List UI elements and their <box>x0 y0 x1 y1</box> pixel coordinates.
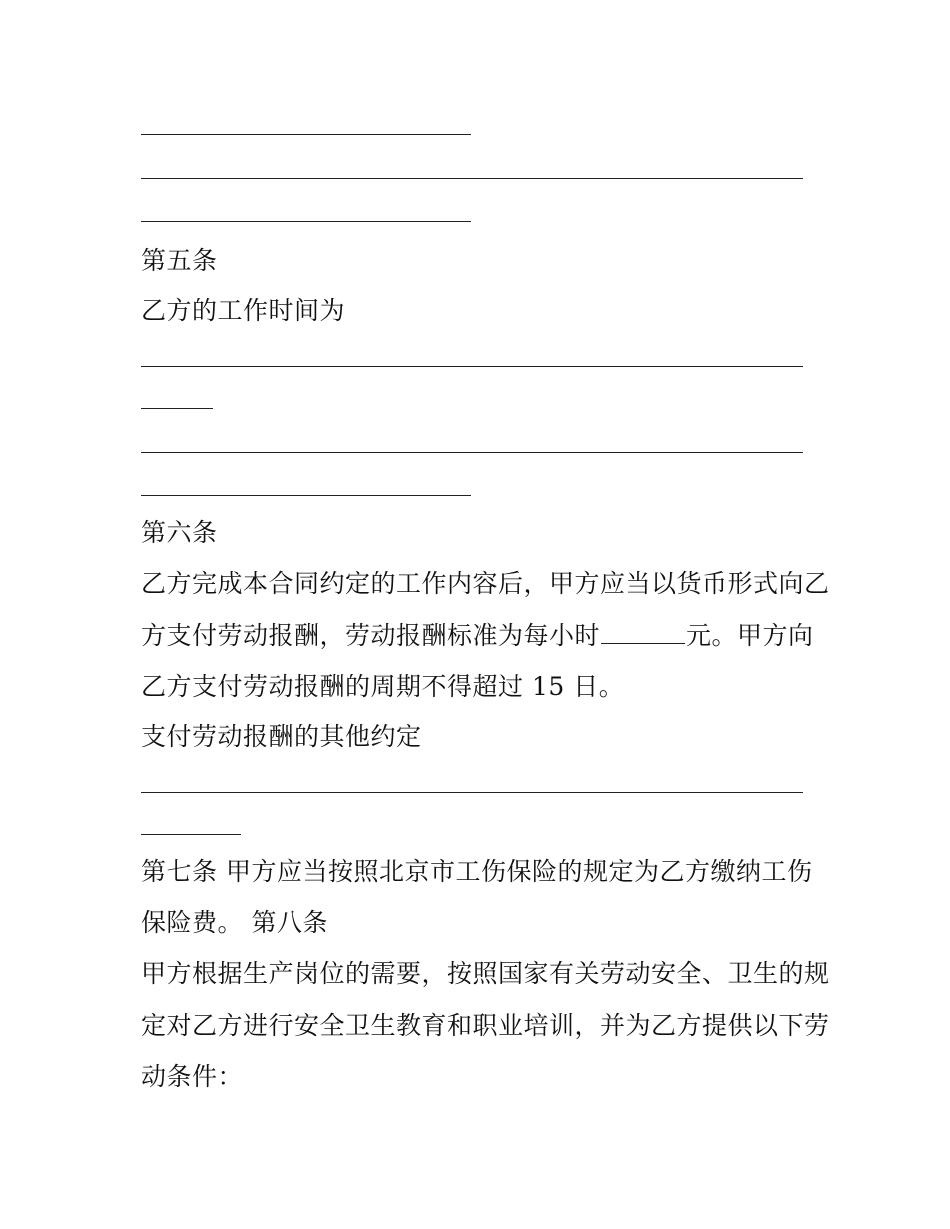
blank-line <box>141 792 803 793</box>
article-7-line-1: 第七条 甲方应当按照北京市工伤保险的规定为乙方缴纳工伤 <box>141 857 813 886</box>
blank-line <box>141 452 803 453</box>
article-7-line-2: 保险费。 第八条 <box>141 908 328 937</box>
blank-line <box>141 366 803 367</box>
article-6-para-line-2 <box>141 620 814 652</box>
article-6-para-line-2-pre: 方支付劳动报酬，劳动报酬标准为每小时 <box>141 621 601 650</box>
blank-line <box>141 408 213 409</box>
blank-line <box>141 221 471 222</box>
article-8-line-2: 定对乙方进行安全卫生教育和职业培训，并为乙方提供以下劳 <box>141 1011 830 1040</box>
article-6-other-label: 支付劳动报酬的其他约定 <box>141 722 422 751</box>
article-8-line-1: 甲方根据生产岗位的需要，按照国家有关劳动安全、卫生的规 <box>141 959 830 988</box>
article-5-text: 乙方的工作时间为 <box>141 296 346 325</box>
blank-line <box>141 495 471 496</box>
article-6-heading: 第六条 <box>141 518 218 547</box>
article-8-line-3: 动条件： <box>141 1062 244 1091</box>
wage-rate-blank <box>601 621 685 644</box>
blank-line <box>141 178 803 179</box>
blank-line <box>141 834 241 835</box>
article-6-para-line-1: 乙方完成本合同约定的工作内容后，甲方应当以货币形式向乙 <box>141 569 830 598</box>
article-5-heading: 第五条 <box>141 246 218 275</box>
blank-line <box>141 134 471 135</box>
article-6-para-line-3: 乙方支付劳动报酬的周期不得超过 15 日。 <box>141 672 625 701</box>
article-6-para-line-2-post: 元。甲方向 <box>686 621 814 650</box>
